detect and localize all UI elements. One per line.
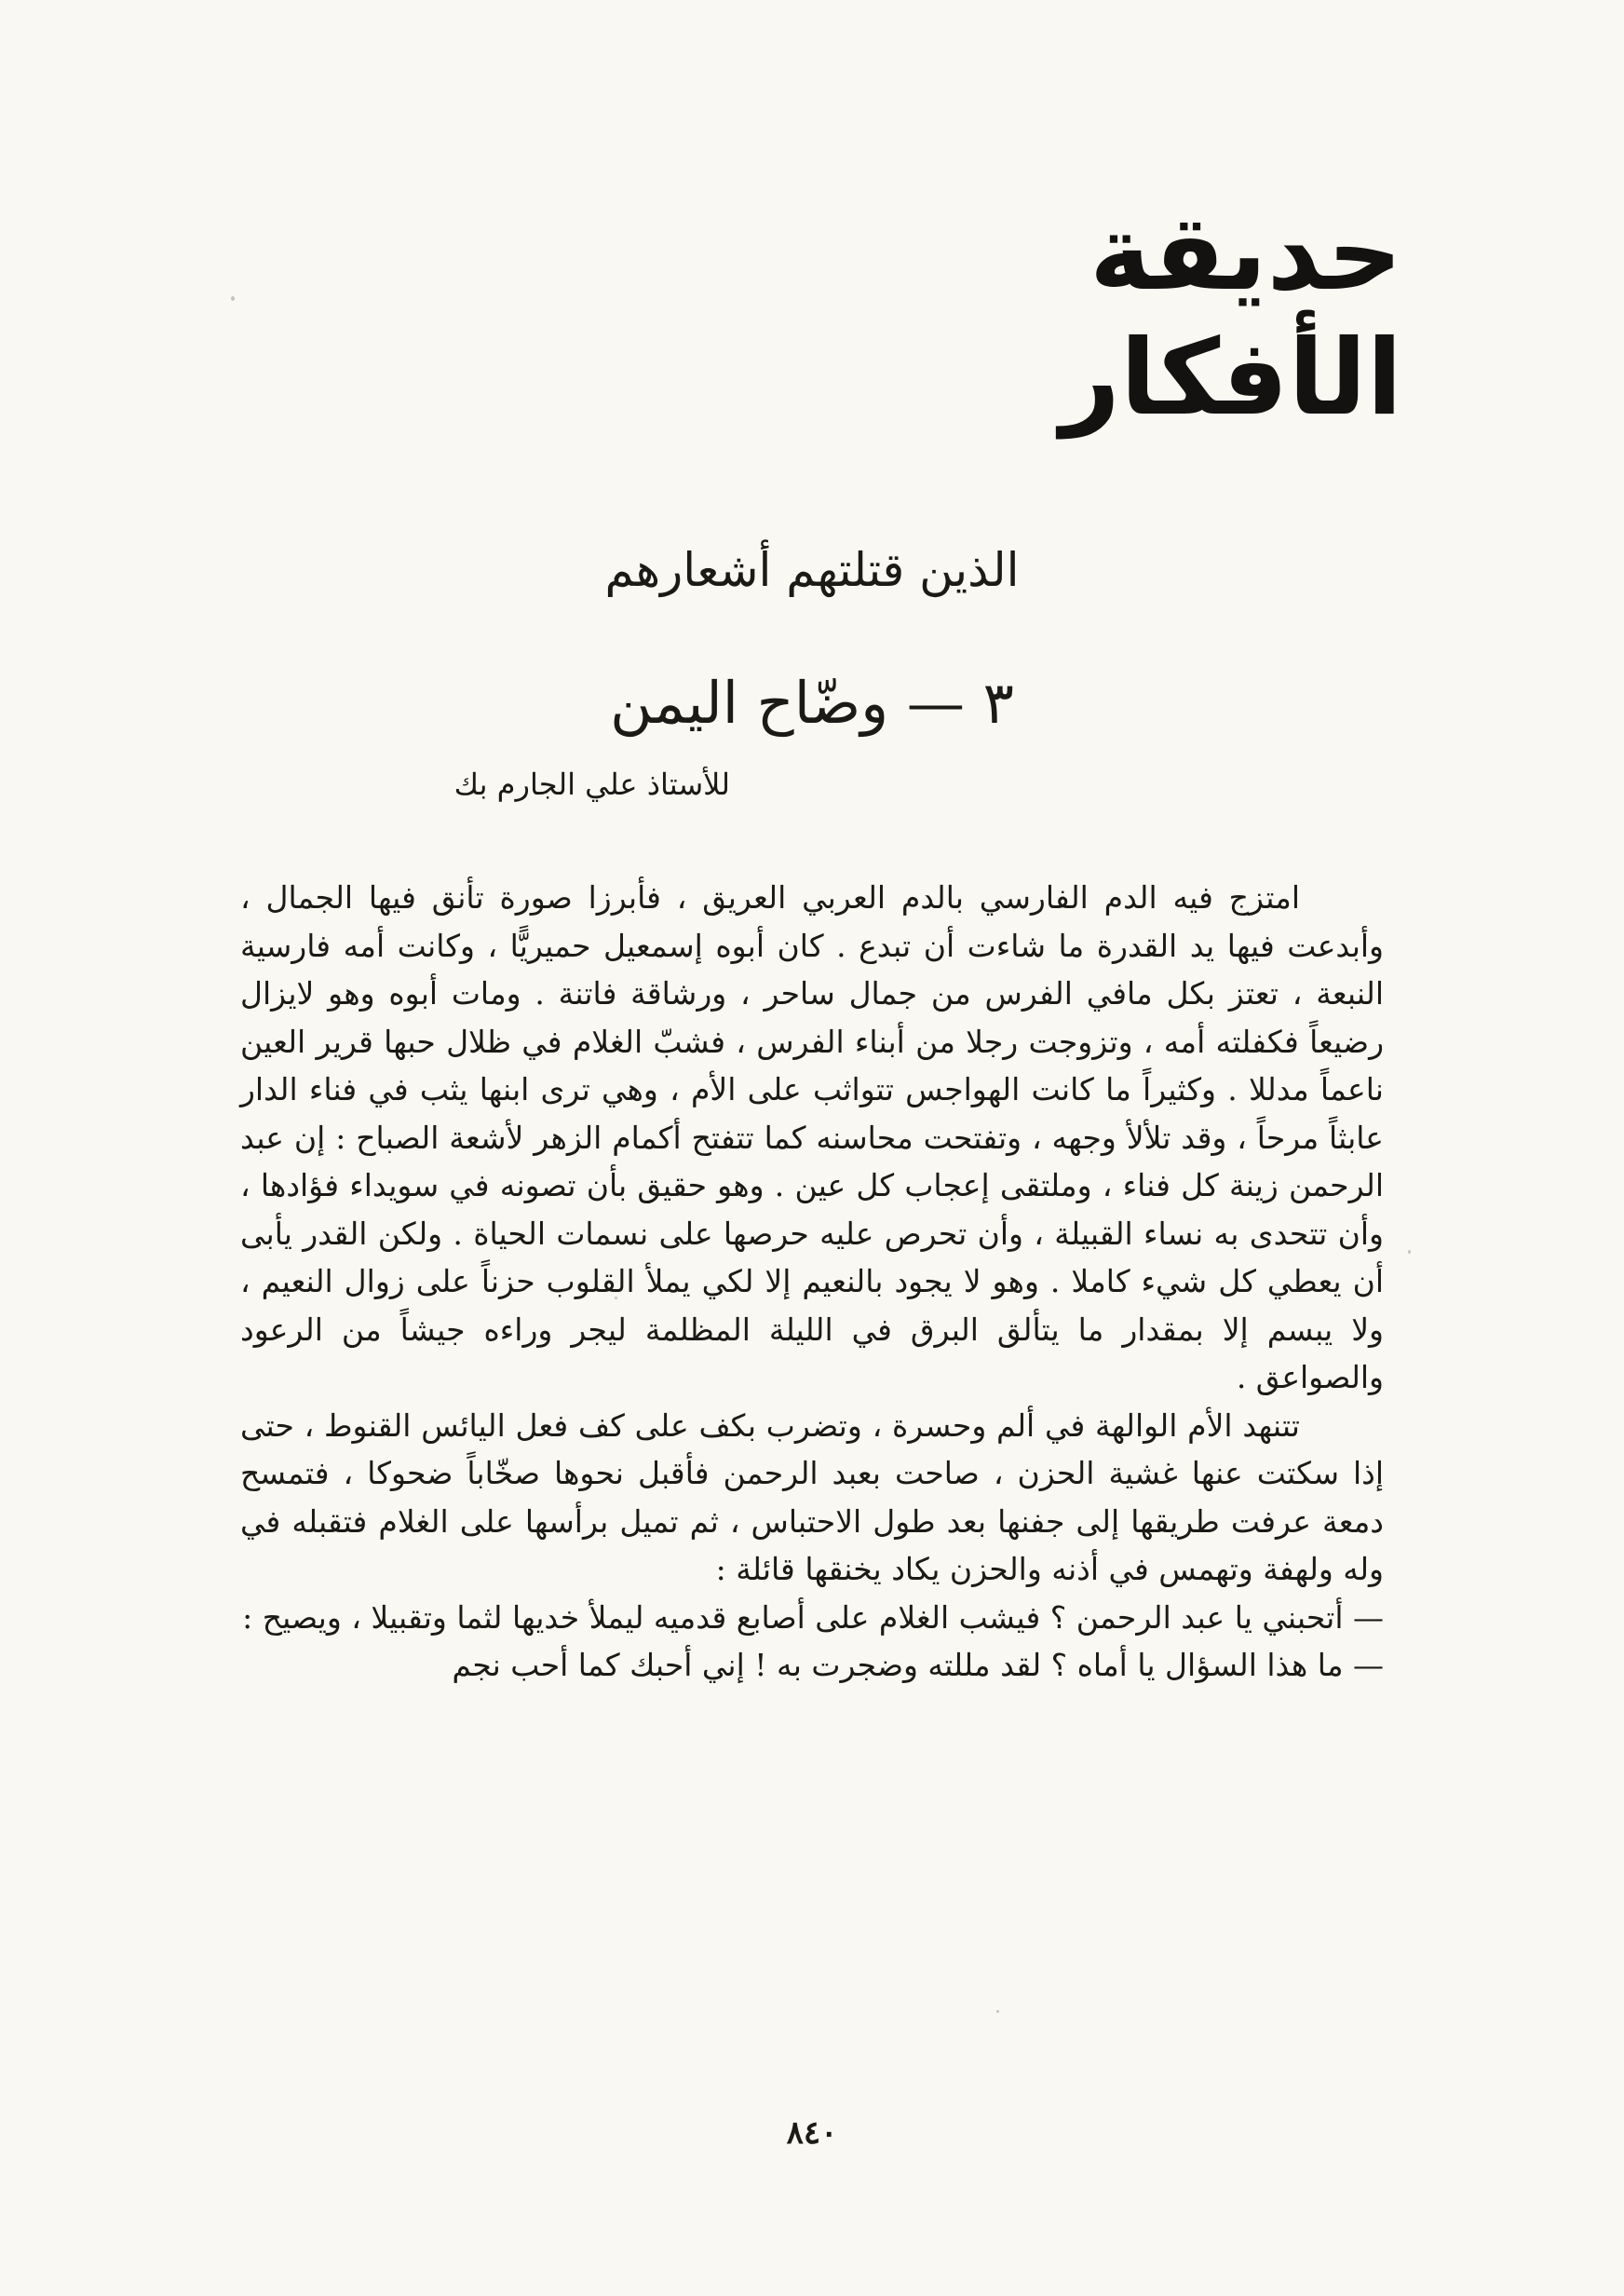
- paper-speck: [996, 2010, 999, 2013]
- author-byline: للأستاذ علي الجارم بك: [453, 767, 730, 802]
- paper-speck: [615, 1297, 617, 1299]
- dialogue-paragraph: — ما هذا السؤال يا أماه ؟ لقد مللته وضجرت به ! إني أحبك كما أحب نجم: [452, 1647, 1384, 1683]
- paper-speck: [1408, 1250, 1411, 1254]
- paragraph: امتزج فيه الدم الفارسي بالدم العربي العريق ، فأبرزا صورة تأنق فيها الجمال ، وأبدعت فيها يد القدرة ما شاءت أن تبدع . كان أبوه إسمعيل حميريًّا ، وكانت أمه فارسية النبعة ، تعتز بكل مافي الفرس من جمال ساحر ، ورشاقة فاتنة . ومات أبوه وهو لايزال رضيعاً فكفلته أمه ، وتزوجت رجلا من أبناء الفرس ، فشبّ الغلام في ظلال حبها قرير العين ناعماً مدللا . وكثيراً ما كانت الهواجس تتواثب على الأم ، وهي ترى ابنها يثب في فناء الدار عابثاً مرحاً ، وقد تلألأ وجهه ، وتفتحت محاسنه كما تتفتح أكمام الزهر لأشعة الصباح : إن عبد الرحمن زينة كل فناء ، وملتقى إعجاب كل عين . وهو حقيق بأن تصونه في سويداء فؤادها ، وأن تتحدى به نساء القبيلة ، وأن تحرص عليه حرصها على نسمات الحياة . ولكن القدر يأبى أن يعطي كل شيء كاملا . وهو لا يجود بالنعيم إلا لكي يملأ القلوب حزناً على زوال النعيم ، ولا يبسم إلا بمقدار ما يتألق البرق في الليلة المظلمة ليجر وراءه جيشاً من الرعود والصواعق .: [240, 879, 1385, 1395]
- article-body: [240, 874, 1384, 1690]
- paragraph: تتنهد الأم الوالهة في ألم وحسرة ، وتضرب بكف على كف فعل اليائس القنوط ، حتى إذا سكتت عنها غشية الحزن ، صاحت بعبد الرحمن فأقبل نحوها صخّاباً ضحوكا ، فتمسح دمعة عرفت طريقها إلى جفنها بعد طول الاحتباس ، ثم تميل برأسها على الغلام فتقبله في وله ولهفة وتهمس في أذنه والحزن يكاد يخنقها قائلة :: [240, 1406, 1385, 1587]
- dialogue-paragraph: — أتحبني يا عبد الرحمن ؟ فيشب الغلام على أصابع قدميه ليملأ خديها لثما وتقبيلا ، ويصيح :: [242, 1598, 1384, 1636]
- page-number: ٨٤٠: [786, 2114, 838, 2152]
- paper-speck: [231, 296, 235, 301]
- section-masthead: حديقة الأفكار: [1060, 193, 1402, 440]
- series-title: الذين قتلتهم أشعارهم: [604, 543, 1020, 597]
- article-title: ٣ — وضّاح اليمن: [610, 669, 1014, 737]
